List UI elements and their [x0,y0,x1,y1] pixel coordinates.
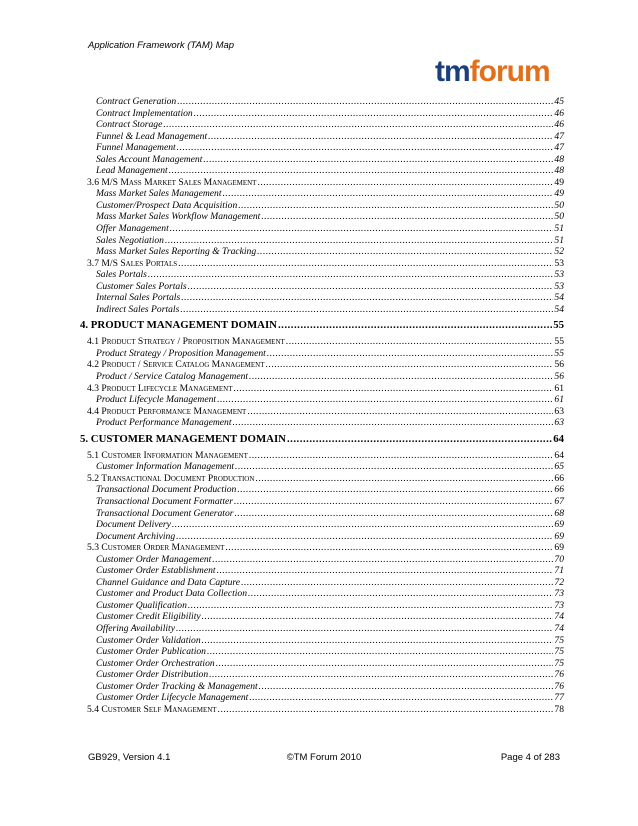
toc-subsection-entry[interactable] [80,554,564,566]
toc-entry-label: Sales Negotiation [96,234,164,246]
toc-entry-page: 66 [554,484,564,496]
toc-subsection-entry[interactable] [80,188,564,200]
toc-dot-leader [248,588,553,600]
toc-dot-leader [217,394,553,406]
toc-entry-page: 46 [554,107,564,119]
toc-section-entry[interactable] [80,258,564,270]
toc-entry-label: Transactional Document Formatter [96,495,233,507]
toc-subsection-entry[interactable] [80,235,564,247]
toc-entry-page: 70 [554,553,564,565]
toc-entry-page: 64 [554,449,564,461]
toc-entry-page: 53 [554,280,564,292]
toc-section-entry[interactable] [80,359,564,371]
logo-forum-text: forum [469,55,550,88]
toc-entry-page: 49 [554,176,564,188]
toc-entry-page: 75 [554,657,564,669]
toc-entry-label: 5.1 Customer Information Management [87,449,248,461]
toc-entry-page: 54 [554,292,564,304]
toc-subsection-entry[interactable] [80,519,564,531]
toc-entry-page: 51 [554,234,564,246]
toc-subsection-entry[interactable] [80,658,564,670]
toc-section-entry[interactable] [80,336,564,348]
toc-dot-leader [177,142,554,154]
toc-entry-label: Customer Order Lifecycle Management [96,692,249,704]
toc-entry-label: Contract Storage [96,119,163,131]
toc-dot-leader [217,565,554,577]
toc-subsection-entry[interactable] [80,119,564,131]
toc-entry-page: 65 [554,461,564,473]
toc-subsection-entry[interactable] [80,394,564,406]
toc-entry-page: 66 [554,472,564,484]
toc-dot-leader [177,96,553,108]
toc-dot-leader [247,406,553,418]
toc-entry-label: Document Delivery [96,519,171,531]
toc-entry-page: 56 [554,359,564,371]
toc-entry-page: 55 [554,336,564,348]
toc-entry-label: Offer Management [96,223,169,235]
toc-entry-label: Customer Order Validation [96,634,201,646]
toc-entry-page: 72 [554,576,564,588]
toc-entry-label: Customer Sales Portals [96,280,187,292]
toc-dot-leader [181,292,553,304]
toc-dot-leader [249,692,553,704]
toc-subsection-entry[interactable] [80,96,564,108]
toc-dot-leader [212,554,553,566]
toc-subsection-entry[interactable] [80,669,564,681]
toc-entry-label: Mass Market Sales Management [96,188,222,200]
toc-dot-leader [216,658,554,670]
toc-dot-leader [163,119,553,131]
toc-dot-leader [148,269,554,281]
toc-entry-label: 5. CUSTOMER MANAGEMENT DOMAIN [80,432,286,445]
toc-entry-page: 77 [554,692,564,704]
toc-entry-page: 48 [554,165,564,177]
toc-subsection-entry[interactable] [80,371,564,383]
toc-section-entry[interactable] [80,177,564,189]
toc-entry-page: 52 [554,246,564,258]
toc-entry-page: 45 [554,96,564,107]
toc-entry-label: Funnel Management [96,142,176,154]
logo-tm-text: tm [435,55,470,88]
toc-subsection-entry[interactable] [80,223,564,235]
toc-dot-leader [257,177,553,189]
toc-entry-label: Customer and Product Data Collection [96,588,248,600]
toc-dot-leader [202,635,554,647]
toc-entry-label: Internal Sales Portals [96,292,181,304]
toc-entry-page: 67 [554,495,564,507]
toc-entry-label: Transactional Document Production [96,484,237,496]
toc-entry-label: Customer Information Management [96,461,235,473]
toc-dot-leader [188,281,554,293]
toc-entry-page: 51 [554,223,564,235]
toc-subsection-entry[interactable] [80,531,564,543]
toc-entry-label: Customer Order Tracking & Management [96,680,258,692]
toc-entry-label: 4.3 Product Lifecycle Management [87,382,233,394]
toc-subsection-entry[interactable] [80,200,564,212]
toc-entry-page: 76 [554,680,564,692]
toc-entry-page: 61 [554,394,564,406]
toc-subsection-entry[interactable] [80,108,564,120]
toc-entry-page: 49 [554,188,564,200]
toc-chapter-entry[interactable] [80,319,564,332]
toc-entry-label: Customer Order Orchestration [96,657,215,669]
document-title: Application Framework (TAM) Map [88,40,235,51]
toc-entry-page: 64 [553,432,564,445]
toc-entry-page: 71 [554,565,564,577]
toc-dot-leader [208,131,553,143]
toc-entry-label: Product Strategy / Proposition Management [96,347,266,359]
toc-section-entry[interactable] [80,704,564,716]
toc-entry-label: Contract Generation [96,96,177,107]
toc-entry-page: 55 [554,347,564,359]
toc-entry-page: 63 [554,417,564,429]
toc-dot-leader [259,681,554,693]
toc-dot-leader [218,704,554,716]
toc-subsection-entry[interactable] [80,623,564,635]
toc-entry-page: 75 [554,646,564,658]
toc-dot-leader [176,531,553,543]
toc-subsection-entry[interactable] [80,577,564,589]
toc-subsection-entry[interactable] [80,635,564,647]
toc-entry-label: Customer Order Distribution [96,669,209,681]
toc-subsection-entry[interactable] [80,246,564,258]
toc-entry-label: Transactional Document Generator [96,507,234,519]
toc-dot-leader [261,211,553,223]
toc-dot-leader [207,646,553,658]
toc-entry-label: Mass Market Sales Workflow Management [96,211,261,223]
toc-section-entry[interactable] [80,406,564,418]
toc-entry-page: 55 [553,319,564,332]
toc-dot-leader [233,383,553,395]
toc-entry-label: Product Performance Management [96,417,232,429]
toc-entry-page: 63 [554,405,564,417]
toc-dot-leader [287,433,552,446]
toc-subsection-entry[interactable] [80,588,564,600]
toc-section-entry[interactable] [80,383,564,395]
toc-entry-page: 75 [554,634,564,646]
toc-entry-label: Document Archiving [96,530,176,542]
toc-entry-page: 73 [554,599,564,611]
toc-entry-page: 69 [554,530,564,542]
toc-subsection-entry[interactable] [80,646,564,658]
toc-dot-leader [237,484,553,496]
toc-entry-label: Product / Service Catalog Management [96,371,249,383]
toc-subsection-entry[interactable] [80,681,564,693]
toc-entry-label: 5.3 Customer Order Management [87,542,225,554]
toc-dot-leader [223,188,554,200]
toc-entry-page: 46 [554,119,564,131]
toc-dot-leader [203,154,553,166]
toc-entry-label: 4. PRODUCT MANAGEMENT DOMAIN [80,319,277,332]
toc-dot-leader [266,359,554,371]
toc-dot-leader [180,304,553,316]
toc-subsection-entry[interactable] [80,611,564,623]
toc-entry-page: 50 [554,211,564,223]
toc-dot-leader [267,348,554,360]
toc-entry-label: 4.1 Product Strategy / Proposition Management [87,336,285,348]
toc-entry-page: 76 [554,669,564,681]
toc-entry-page: 74 [554,611,564,623]
toc-entry-label: Channel Guidance and Data Capture [96,576,241,588]
toc-entry-page: 48 [554,153,564,165]
toc-subsection-entry[interactable] [80,461,564,473]
toc-subsection-entry[interactable] [80,692,564,704]
footer-page-number: Page 4 of 283 [500,752,560,763]
toc-entry-page: 73 [554,588,564,600]
toc-subsection-entry[interactable] [80,142,564,154]
footer-version: GB929, Version 4.1 [88,752,171,763]
toc-dot-leader [169,165,554,177]
toc-dot-leader [257,246,553,258]
toc-dot-leader [286,336,554,348]
toc-entry-label: 5.4 Customer Self Management [87,703,217,715]
toc-entry-page: 47 [554,142,564,154]
toc-dot-leader [194,108,554,120]
toc-subsection-entry[interactable] [80,211,564,223]
toc-subsection-entry[interactable] [80,565,564,577]
toc-subsection-entry[interactable] [80,165,564,177]
toc-dot-leader [209,669,553,681]
toc-entry-page: 74 [554,622,564,634]
toc-entry-label: Sales Account Management [96,153,203,165]
toc-dot-leader [249,450,554,462]
toc-subsection-entry[interactable] [80,496,564,508]
toc-dot-leader [202,611,554,623]
toc-dot-leader [225,542,553,554]
toc-entry-page: 56 [554,371,564,383]
toc-dot-leader [188,600,554,612]
toc-entry-label: Sales Portals [96,269,147,281]
toc-subsection-entry[interactable] [80,508,564,520]
toc-entry-label: 3.6 M/S Mass Market Sales Management [87,176,257,188]
toc-dot-leader [170,223,554,235]
tm-forum-logo [435,55,560,89]
toc-dot-leader [165,235,553,247]
toc-entry-label: 4.4 Product Performance Management [87,405,247,417]
toc-entry-label: Customer Order Publication [96,646,206,658]
toc-entry-label: 3.7 M/S Sales Portals [87,257,178,269]
toc-subsection-entry[interactable] [80,269,564,281]
toc-entry-page: 50 [554,199,564,211]
toc-subsection-entry[interactable] [80,417,564,429]
toc-entry-label: Product Lifecycle Management [96,394,217,406]
toc-subsection-entry[interactable] [80,292,564,304]
toc-entry-label: Customer Qualification [96,599,187,611]
toc-dot-leader [176,623,553,635]
toc-dot-leader [234,496,553,508]
toc-entry-page: 78 [554,703,564,715]
toc-dot-leader [235,508,554,520]
toc-chapter-entry[interactable] [80,433,564,446]
toc-entry-label: Contract Implementation [96,107,193,119]
toc-dot-leader [255,473,553,485]
toc-dot-leader [238,200,553,212]
toc-dot-leader [249,371,553,383]
toc-subsection-entry[interactable] [80,131,564,143]
toc-section-entry[interactable] [80,450,564,462]
toc-subsection-entry[interactable] [80,348,564,360]
toc-entry-label: Customer Order Management [96,553,212,565]
toc-subsection-entry[interactable] [80,484,564,496]
toc-entry-page: 54 [554,303,564,315]
toc-entry-page: 68 [554,507,564,519]
toc-dot-leader [278,319,552,332]
toc-entry-label: 5.2 Transactional Document Production [87,472,255,484]
toc-entry-page: 53 [554,257,564,269]
toc-section-entry[interactable] [80,473,564,485]
toc-dot-leader [241,577,553,589]
toc-dot-leader [172,519,554,531]
toc-subsection-entry[interactable] [80,154,564,166]
toc-entry-page: 61 [554,382,564,394]
table-of-contents [80,96,564,715]
toc-entry-page: 69 [554,542,564,554]
toc-dot-leader [235,461,553,473]
toc-entry-label: Customer/Prospect Data Acquisition [96,199,238,211]
toc-subsection-entry[interactable] [80,600,564,612]
toc-entry-page: 69 [554,519,564,531]
toc-entry-page: 47 [554,130,564,142]
toc-entry-label: Lead Management [96,165,168,177]
footer-copyright: ©TM Forum 2010 [286,752,362,763]
toc-entry-page: 53 [554,269,564,281]
toc-dot-leader [233,417,554,429]
toc-dot-leader [178,258,553,270]
toc-entry-label: Funnel & Lead Management [96,130,208,142]
toc-entry-label: Customer Order Establishment [96,565,216,577]
toc-subsection-entry[interactable] [80,281,564,293]
toc-subsection-entry[interactable] [80,304,564,316]
toc-section-entry[interactable] [80,542,564,554]
toc-entry-label: Customer Credit Eligibility [96,611,201,623]
toc-entry-label: Mass Market Sales Reporting & Tracking [96,246,257,258]
toc-entry-label: 4.2 Product / Service Catalog Management [87,359,265,371]
toc-entry-label: Indirect Sales Portals [96,303,180,315]
toc-entry-label: Offering Availability [96,622,175,634]
